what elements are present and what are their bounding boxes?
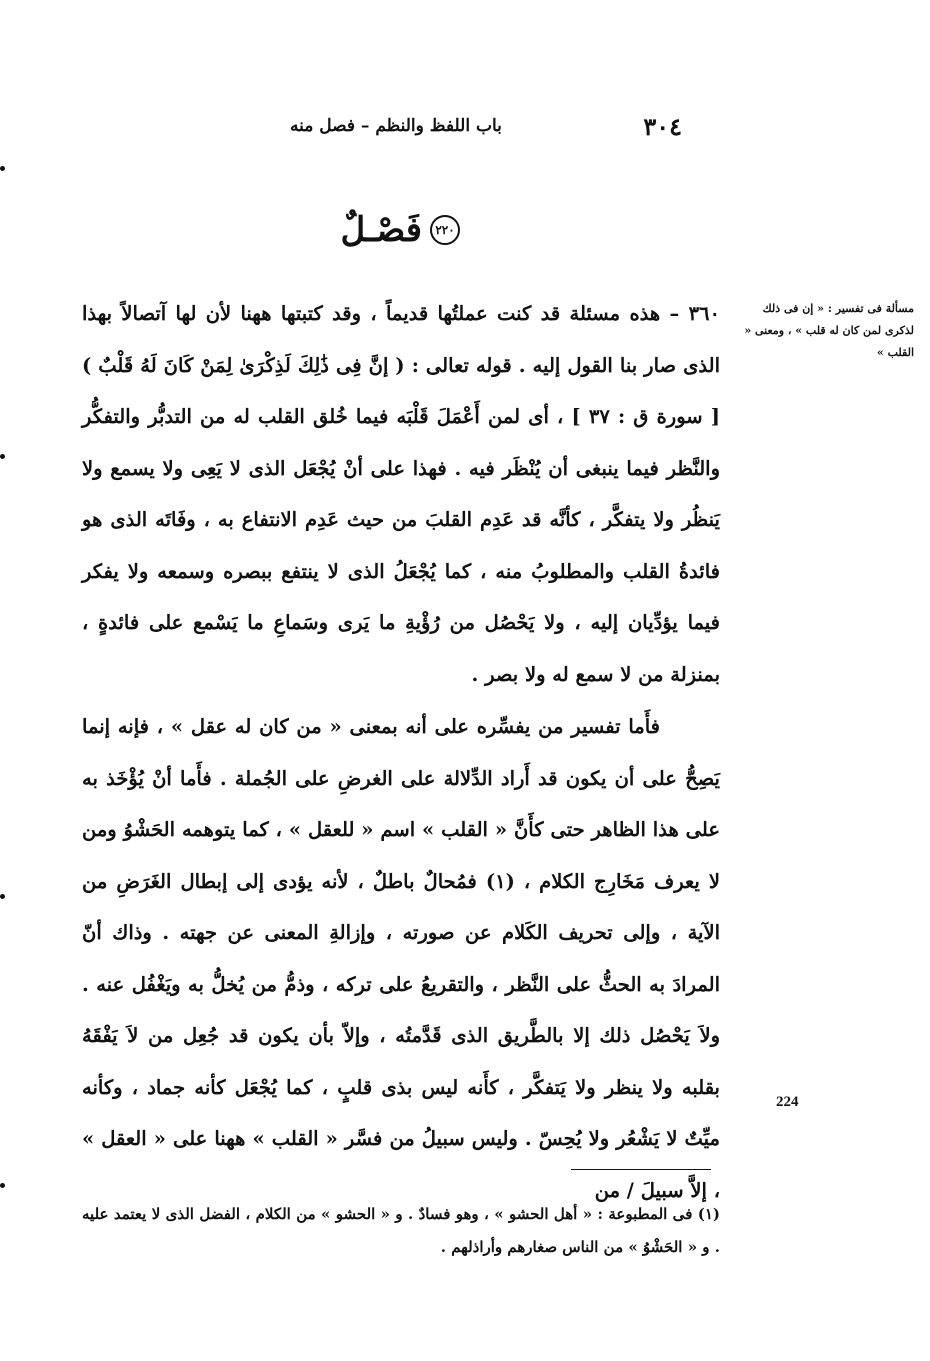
page-header: [290, 112, 690, 144]
section-number-circle: ٢٢٠: [430, 215, 460, 245]
paragraph: فأَما تفسير من يفسِّره على أنه بمعنى « من كان له عقل » ، فإنه إنما يَصِحُّ على أن يكون قد أَراد الدِّلالة على الغرضِ على الجُملة . فأَما أنْ يُؤْخَذ به على هذا الظاهر حتى كأَنَّ « القلب » اسم « للعقل » ، كما يتوهمه الحَشْوُ ومن لا يعرف مَخَارِج الكلام ، (١) فمُحالٌ باطلٌ ، لأنه يؤدى إلى إبطال الغَرَضِ من الآية ، وإلى تحريف الكَلام عن صورته ، وإزالةِ المعنى عن جهته . وذاك أنّ المرادَ به الحثُّ على النَّظر ، والتقريعُ على تركه ، وذمُّ من يُخلُّ به ويَغْفُل عنه . ولاَ يَحْصُل ذلك إلا بالطَّريق الذى قَدَّمتُه ، وإلاّ بأن يكون قد جُعِل من لاَ يَفْقَهُ بقلبه ولا ينظر ولا يَتفكَّر ، كأَنه ليس بذى قلبٍ ، كما يُجْعَل كأنه جماد ، وكأنه ميِّتٌ لا يَشْعُر ولا يُحِسّ . وليس سبيلُ من فسَّر « القلب » ههنا على « العقل » ، إلاَّ سبيلَ / من: [82, 715, 720, 1202]
footnotes: [82, 1198, 720, 1264]
scan-edge-mark: [0, 454, 5, 459]
page-number: ٣٠٤: [643, 112, 682, 141]
scan-edge-mark: [0, 1183, 5, 1188]
scan-edge-mark: [0, 166, 5, 171]
footnote-divider: [571, 1169, 711, 1170]
section-heading: [330, 200, 460, 260]
body-text: [82, 288, 720, 1216]
running-title: باب اللفظ والنظم – فصل منه: [290, 116, 502, 136]
scan-edge-mark: [0, 894, 5, 899]
margin-note: مسألة فى تفسير : « إن فى ذلك لذكرى لمن كان له قلب » ، ومعنى « القلب »: [744, 302, 914, 359]
paragraph: ٣٦٠ – هذه مسئلة قد كنت عملتُها قديماً ، وقد كتبتها ههنا لأن لها آتصالاً بهذا الذى صار بنا القول إليه . قوله تعالى : ( إنَّ فِى ذَٰلِكَ لَذِكْرَىٰ لِمَنْ كَانَ لَهُ قَلْبٌ ) [ سورة ق : ٣٧ ] ، أى لمن أَعْمَلَ قَلْبَه فيما خُلق القلب له من التدبُّر والتفكُّر والنَّظر فيما ينبغى أن يُنْظَر فيه . فهذا على أنْ يُجْعَل الذى لا يَعِى ولا يسمع ولا يَنظُر ولا يتفكَّر ، كأنَّه قد عَدِم القلبَ من حيث عَدِم الانتفاع به ، وفَاتَه الذى هو فائدةُ القلب والمطلوبُ منه ، كما يُجْعَلُ الذى لا ينتفع ببصره وسمعه ولا يفكر فيما يؤدِّيان إليه ، ولا يَحْصُل من رُؤْيةِ ما يَرى وسَماعِ ما يَسْمع على فائدةٍ ، بمنزلة من لا سمع له ولا بصر .: [82, 302, 720, 686]
section-title: فَصْـلٌ: [340, 210, 422, 250]
footnote: (١) فى المطبوعة : « أهل الحشو » ، وهو فسادٌ . و « الحشو » من الكلام ، الفضل الذى لا يعتمد عليه . و « الحَشْوُ » من الناس صغارهم وأراذلهم .: [82, 1205, 720, 1256]
margin-page-number: 224: [776, 1094, 799, 1110]
